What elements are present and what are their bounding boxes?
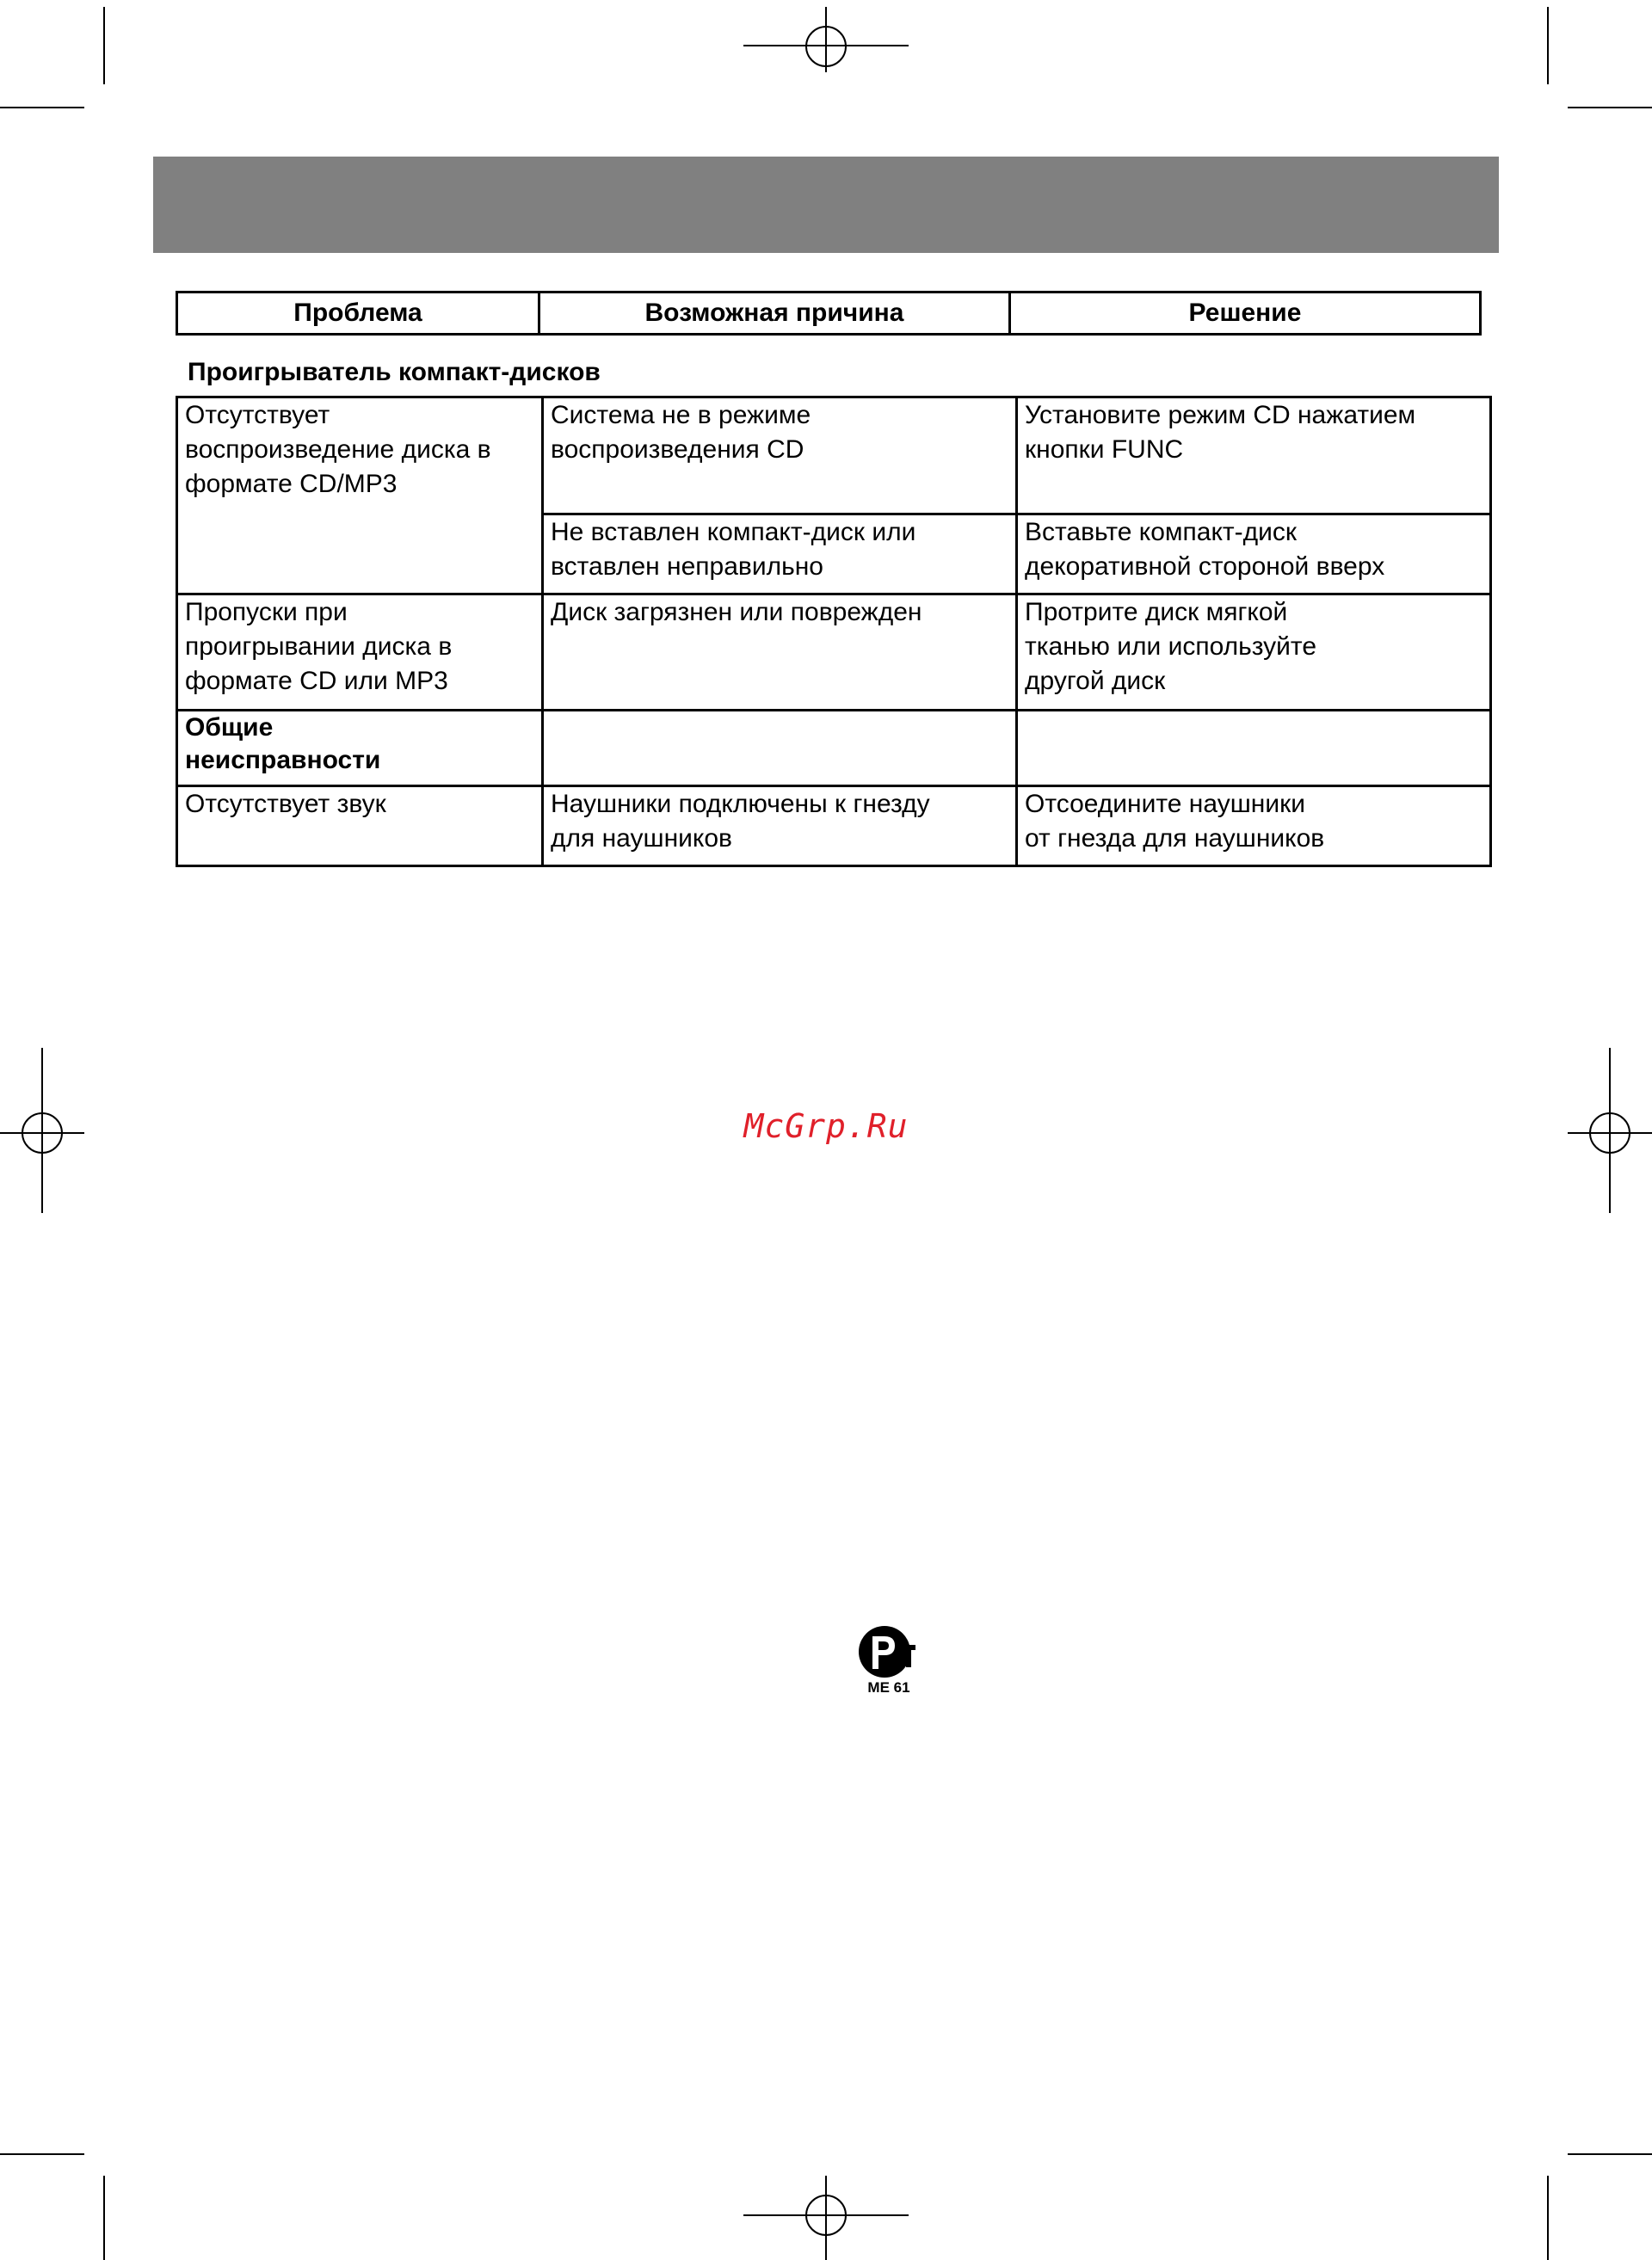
certification-code: МЕ 61 [867, 1679, 910, 1696]
cause-cell: Система не в режиме воспроизведения CD [543, 397, 1017, 514]
solution-cell: Вставьте компакт-диск декоративной стороной вверх [1017, 514, 1491, 594]
solution-cell [1017, 711, 1491, 786]
header-band [153, 157, 1499, 253]
problem-cell: Отсутствует звук [177, 786, 543, 866]
problem-cell: Отсутствует воспроизведение диска в формате CD/MP3 [177, 397, 543, 594]
section-title: Проигрыватель компакт-дисков [188, 358, 601, 386]
troubleshooting-table [176, 396, 1492, 867]
table-header [176, 291, 1482, 336]
cause-cell: Диск загрязнен или поврежден [543, 594, 1017, 711]
solution-cell: Отсоедините наушники от гнезда для наушников [1017, 786, 1491, 866]
header-cause: Возможная причина [539, 293, 1010, 335]
table-row [177, 786, 1491, 866]
solution-cell: Протрите диск мягкой тканью или используйте другой диск [1017, 594, 1491, 711]
table-row [177, 711, 1491, 786]
header-problem: Проблема [177, 293, 539, 335]
problem-cell: Общие неисправности [177, 711, 543, 786]
cause-cell: Наушники подключены к гнезду для наушников [543, 786, 1017, 866]
table-row [177, 594, 1491, 711]
header-solution: Решение [1010, 293, 1481, 335]
table-row [177, 397, 1491, 514]
solution-cell: Установите режим CD нажатием кнопки FUNC [1017, 397, 1491, 514]
watermark: McGrp.Ru [743, 1107, 909, 1145]
cause-cell: Не вставлен компакт-диск или вставлен неправильно [543, 514, 1017, 594]
cause-cell [543, 711, 1017, 786]
problem-cell: Пропуски при проигрывании диска в формате CD или MP3 [177, 594, 543, 711]
